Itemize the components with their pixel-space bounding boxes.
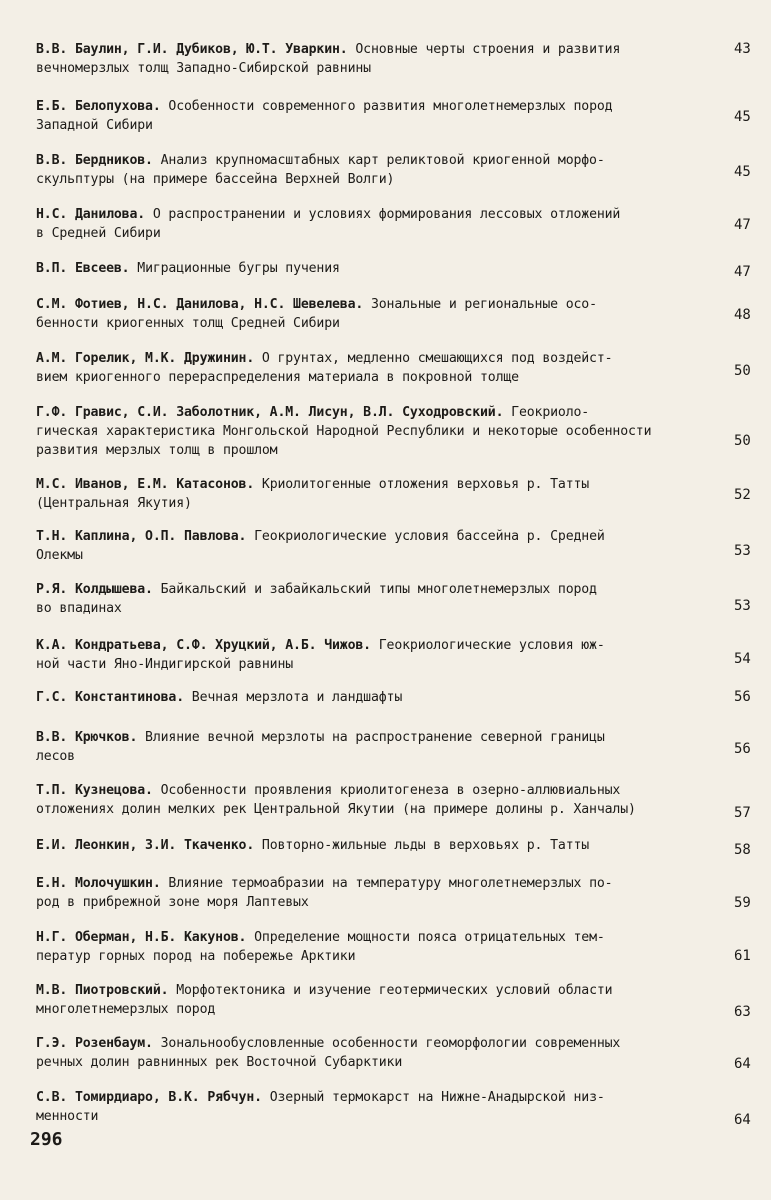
entry-authors: В.В. Баулин, Г.И. Дубиков, Ю.Т. Уваркин. xyxy=(36,42,348,57)
entry-line: Западной Сибири xyxy=(36,118,153,133)
entry-title: Основные черты строения и развития xyxy=(347,42,621,57)
entry-authors: Е.Б. Белопухова. xyxy=(36,99,161,114)
entry-authors: М.В. Пиотровский. xyxy=(36,983,169,998)
entry-authors: Н.Г. Оберман, Н.Б. Какунов. xyxy=(36,930,247,945)
entry-title: Влияние вечной мерзлоты на распространение северной границы xyxy=(137,730,605,745)
entry-title: Анализ крупномасштабных карт реликтовой криогенной морфо- xyxy=(152,153,605,168)
entry-page-number: 63 xyxy=(734,1004,751,1020)
entry-text xyxy=(36,981,716,1019)
entry-authors: Г.С. Константинова. xyxy=(36,690,185,705)
entry-page-number: 53 xyxy=(734,598,751,614)
entry-text xyxy=(36,527,716,565)
entry-text xyxy=(36,259,716,278)
entry-title: Байкальский и забайкальский типы многолетнемерзлых пород xyxy=(152,582,597,597)
entry-line xyxy=(36,403,716,422)
entry-text xyxy=(36,349,716,387)
entry-authors: С.В. Томирдиаро, В.К. Рябчун. xyxy=(36,1090,262,1105)
entry-authors: Е.И. Леонкин, З.И. Ткаченко. xyxy=(36,838,255,853)
entry-page-number: 45 xyxy=(734,109,751,125)
entry-authors: В.В. Крючков. xyxy=(36,730,138,745)
entry-line xyxy=(36,836,716,855)
entry-text xyxy=(36,1088,716,1126)
entry-line: ной части Яно-Индигирской равнины xyxy=(36,657,294,672)
entry-line xyxy=(36,40,716,59)
entry-authors: Н.С. Данилова. xyxy=(36,207,146,222)
entry-line: менности xyxy=(36,1109,99,1124)
entry-title: Особенности современного развития многолетнемерзлых пород xyxy=(160,99,613,114)
entry-title: Геокриологические условия бассейна р. Средней xyxy=(246,529,605,544)
entry-line: лесов xyxy=(36,749,75,764)
entry-line xyxy=(36,475,716,494)
entry-page-number: 61 xyxy=(734,948,751,964)
entry-line xyxy=(36,259,716,278)
entry-line: развития мерзлых толщ в прошлом xyxy=(36,443,278,458)
entry-title: Вечная мерзлота и ландшафты xyxy=(184,690,403,705)
entry-page-number: 50 xyxy=(734,433,751,449)
entry-authors: Е.Н. Молочушкин. xyxy=(36,876,161,891)
entry-line: вием криогенного перераспределения материала в покровной толще xyxy=(36,370,519,385)
entry-title: Геокриологические условия юж- xyxy=(370,638,605,653)
entry-line xyxy=(36,928,716,947)
entry-line xyxy=(36,527,716,546)
entry-text xyxy=(36,475,716,513)
entry-page-number: 47 xyxy=(734,217,751,233)
entry-text xyxy=(36,151,716,189)
entry-page-number: 54 xyxy=(734,651,751,667)
entry-page-number: 50 xyxy=(734,363,751,379)
entry-title: О распространении и условиях формирования лессовых отложений xyxy=(145,207,621,222)
entry-line xyxy=(36,688,716,707)
entry-page-number: 43 xyxy=(734,41,751,57)
entry-authors: Г.Э. Розенбаум. xyxy=(36,1036,153,1051)
entry-line xyxy=(36,636,716,655)
entry-line: многолетнемерзлых пород xyxy=(36,1002,216,1017)
entry-text xyxy=(36,781,716,819)
entry-authors: В.В. Бердников. xyxy=(36,153,153,168)
entry-text xyxy=(36,1034,716,1072)
entry-page-number: 56 xyxy=(734,741,751,757)
entry-text xyxy=(36,728,716,766)
entry-page-number: 47 xyxy=(734,264,751,280)
entry-line: отложениях долин мелких рек Центральной Якутии (на примере долины р. Ханчалы) xyxy=(36,802,636,817)
entry-authors: С.М. Фотиев, Н.С. Данилова, Н.С. Шевелева. xyxy=(36,297,364,312)
entry-title: Миграционные бугры пучения xyxy=(129,261,340,276)
entry-line: (Центральная Якутия) xyxy=(36,496,192,511)
entry-line xyxy=(36,1088,716,1107)
entry-title: Озерный термокарст на Нижне-Анадырской низ- xyxy=(261,1090,605,1105)
entry-authors: А.М. Горелик, М.К. Дружинин. xyxy=(36,351,255,366)
entry-line: Олекмы xyxy=(36,548,83,563)
entry-text xyxy=(36,836,716,855)
entry-authors: Р.Я. Колдышева. xyxy=(36,582,153,597)
entry-line: род в прибрежной зоне моря Лаптевых xyxy=(36,895,309,910)
entry-text xyxy=(36,580,716,618)
entry-authors: Г.Ф. Гравис, С.И. Заболотник, А.М. Лисун, В.Л. Суходровский. xyxy=(36,405,504,420)
entry-text xyxy=(36,295,716,333)
entry-text xyxy=(36,40,716,78)
entry-page-number: 64 xyxy=(734,1056,751,1072)
entry-line xyxy=(36,781,716,800)
entry-authors: Т.Н. Каплина, О.П. Павлова. xyxy=(36,529,247,544)
entry-authors: М.С. Иванов, Е.М. Катасонов. xyxy=(36,477,255,492)
entry-line xyxy=(36,295,716,314)
entry-line xyxy=(36,728,716,747)
entry-title: Зональнообусловленные особенности геоморфологии современных xyxy=(152,1036,621,1051)
page-number: 296 xyxy=(30,1129,63,1150)
entry-text xyxy=(36,928,716,966)
entry-line xyxy=(36,981,716,1000)
entry-title: Морфотектоника и изучение геотермических условий области xyxy=(168,983,613,998)
entry-page-number: 59 xyxy=(734,895,751,911)
entry-line xyxy=(36,349,716,368)
entry-page-number: 57 xyxy=(734,805,751,821)
entry-line: бенности криогенных толщ Средней Сибири xyxy=(36,316,340,331)
entry-page-number: 56 xyxy=(734,689,751,705)
entry-line xyxy=(36,205,716,224)
entry-title: Зональные и региональные осо- xyxy=(363,297,597,312)
entry-line xyxy=(36,874,716,893)
entry-text xyxy=(36,205,716,243)
entry-line xyxy=(36,1034,716,1053)
entry-page-number: 48 xyxy=(734,307,751,323)
entry-title: Влияние термоабразии на температуру многолетнемерзлых по- xyxy=(160,876,613,891)
entry-line xyxy=(36,97,716,116)
entry-authors: Т.П. Кузнецова. xyxy=(36,783,153,798)
entry-authors: К.А. Кондратьева, С.Ф. Хруцкий, А.Б. Чижов. xyxy=(36,638,371,653)
entry-page-number: 58 xyxy=(734,842,751,858)
entry-text xyxy=(36,97,716,135)
entry-line: вечномерзлых толщ Западно-Сибирской равнины xyxy=(36,61,371,76)
entry-title: Криолитогенные отложения верховья р. Татты xyxy=(254,477,590,492)
entry-page-number: 52 xyxy=(734,487,751,503)
entry-title: Повторно-жильные льды в верховьях р. Татты xyxy=(254,838,590,853)
entry-line: в Средней Сибири xyxy=(36,226,161,241)
entry-line: гическая характеристика Монгольской Народной Республики и некоторые особенности xyxy=(36,424,652,439)
entry-title: Геокриоло- xyxy=(503,405,590,420)
entry-text xyxy=(36,874,716,912)
entry-title: О грунтах, медленно смешающихся под воздейст- xyxy=(254,351,613,366)
entry-page-number: 64 xyxy=(734,1112,751,1128)
entry-line: скульптуры (на примере бассейна Верхней Волги) xyxy=(36,172,395,187)
entry-authors: В.П. Евсеев. xyxy=(36,261,130,276)
entry-page-number: 45 xyxy=(734,164,751,180)
entry-page-number: 53 xyxy=(734,543,751,559)
entry-title: Особенности проявления криолитогенеза в озерно-аллювиальных xyxy=(152,783,621,798)
entry-line xyxy=(36,151,716,170)
entry-title: Определение мощности пояса отрицательных тем- xyxy=(246,930,605,945)
entry-line: речных долин равнинных рек Восточной Субарктики xyxy=(36,1055,403,1070)
entry-text xyxy=(36,636,716,674)
entry-line: во впадинах xyxy=(36,601,122,616)
entry-text xyxy=(36,688,716,707)
entry-line: ператур горных пород на побережье Арктики xyxy=(36,949,356,964)
entry-line xyxy=(36,580,716,599)
entry-text xyxy=(36,403,716,460)
